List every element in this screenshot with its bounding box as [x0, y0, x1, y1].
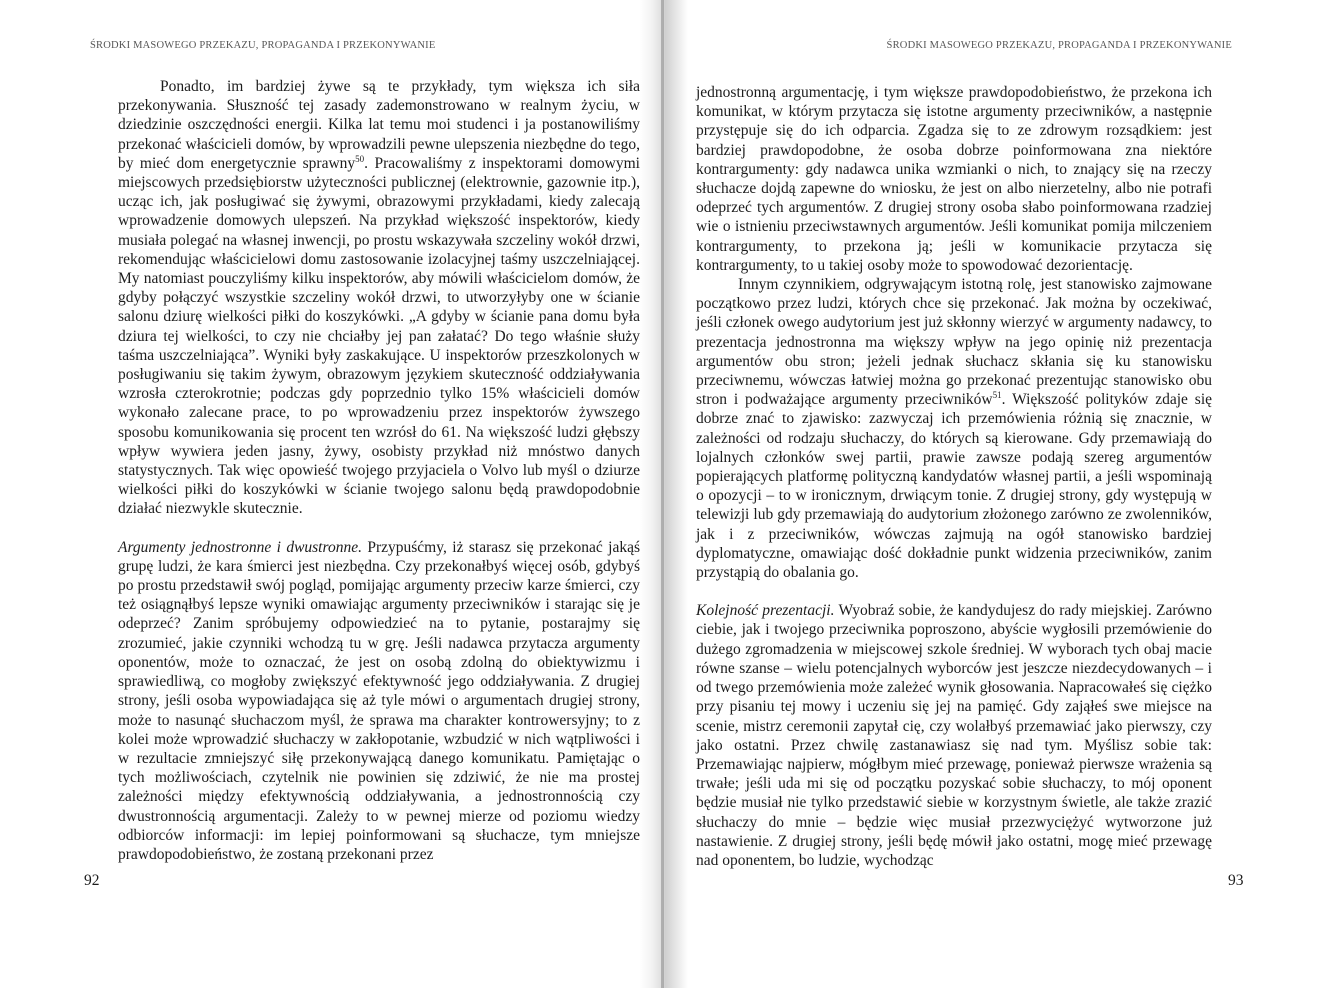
left-paragraph-1-cont: . Pracowaliśmy z inspektorami domowymi miejscowych przedsiębiorstw użyteczności publicznej (elektrownie, gazownie itp.), ucząc ich, jak posługiwać się żywymi, obrazowymi przykładami, kiedy zalecają wprowadzenie domowych ulepszeń. Na przykład większość inspektorów, kiedy musiała polegać na własnej inwencji, po prostu wskazywała szczeliny wokół drzwi, rekomendując właścicielowi domu zastosowanie izolacyjnej taśmy uszczelniającej. My natomiast pouczyliśmy kilku inspektorów, aby mówili właścicielom domów, że gdyby połączyć wszystkie szczeliny wokół drzwi, to utworzyłyby one w ścianie salonu dziurę wielkości piłki do koszykówki. „A gdyby w ścianie pana domu była dziura tej wielkości, to czy nie chciałby jej pan załatać? Do tego właśnie służy taśma uszczelniająca”. Wyniki były zaskakujące. U inspektorów przeszkolonych w posługiwaniu się takim żywym, obrazowym językiem skuteczność oddziaływania wzrosła czterokrotnie; podczas gdy poprzednio tylko 15% właścicieli domów wykonało zalecane prace, to po wprowadzeniu przez inspektorów żywszego sposobu komunikowania się procent ten wzrósł do 61. Na większość ludzi głębszy wpływ wywiera jeden jasny, żywy, osobisty przykład niż mnóstwo danych statystycznych. Tak więc opowieść twojego przyjaciela o Volvo lub myśl o dziurze wielkości piłki do koszykówki w ścianie twojego salonu będą prawdopodobnie działać niezwykle skutecznie.: [118, 154, 640, 518]
left-paragraph-1: [118, 77, 640, 519]
left-paragraph-1-text: Ponadto, im bardziej żywe są te przykłady, tym większa ich siła przekonywania. Słuszność tej zasady zademonstrowano w realnym życiu, w dziedzinie oszczędności energii. Kilka lat temu moi studenci i ja postanowiliśmy przekonać właścicieli domów, by wprowadzili pewne ulepszenia niezbędne do tego, by mieć dom energetycznie sprawny: [118, 78, 640, 172]
right-page-body: [696, 83, 1212, 870]
page-number-left: 92: [84, 872, 100, 889]
page-number-right: 93: [1228, 872, 1244, 889]
running-head-left: ŚRODKI MASOWEGO PRZEKAZU, PROPAGANDA I PRZEKONYWANIE: [90, 40, 436, 51]
footnote-marker-50: 50: [355, 153, 365, 164]
left-paragraph-2: [118, 538, 640, 864]
right-paragraph-3-text: Wyobraź sobie, że kandydujesz do rady miejskiej. Zarówno ciebie, jak i twojego przeciwnika poproszono, abyście wygłosili przemówienie do dużego zgromadzenia w miejscowej szkole średniej. W wyborach tych obaj macie równe szanse – wielu potencjalnych wyborców jest jeszcze niezdecydowanych – i od twego przemówienia może zależeć wynik głosowania. Napracowałeś się ciężko przy pisaniu tej mowy i uczeniu się jej na pamięć. Gdy zająłeś swe miejsce na scenie, mistrz ceremonii zapytał cię, czy wolałbyś przemawiać jako pierwszy, czy jako ostatni. Przez chwilę zastanawiasz się nad tym. Myślisz sobie tak: Przemawiając najpierw, mógłbym mieć przewagę, ponieważ pierwsze wrażenia są trwałe; jeśli uda mi się od początku pozyskać sobie słuchaczy, to mój oponent będzie musiał nie tylko przedstawić siebie w korzystnym świetle, ale także zrazić słuchaczy do mnie – będzie więc musiał przezwyciężyć wytworzone już nastawienie. Z drugiej strony, jeśli będę mówił jako ostatni, mogę mieć przewagę nad oponentem, bo ludzie, wychodząc: [696, 602, 1212, 869]
right-paragraph-3: [696, 601, 1212, 870]
right-paragraph-2: [696, 275, 1212, 582]
running-head-right: ŚRODKI MASOWEGO PRZEKAZU, PROPAGANDA I PRZEKONYWANIE: [886, 40, 1232, 51]
footnote-marker-51: 51: [992, 390, 1002, 401]
right-paragraph-2-cont: . Większość polityków zdaje się dobrze znać to zjawisko: zazwyczaj ich przemówienia różnią się znacznie, w zależności od rodzaju słuchaczy, do których są kierowane. Gdy przemawiają do lojalnych członków swej partii, prawie zawsze podają szereg argumentów popierających platformę polityczną kandydatów własnej partii, a jeśli wspominają o opozycji – to w ironicznym, drwiącym tonie. Z drugiej strony, gdy występują w telewizji lub gdy przemawiają do audytorium złożonego zarówno ze zwolenników, jak i z przeciwników, wówczas zajmują na ogół stanowisko bardziej dyplomatyczne, omawiając dość dokładnie punkt widzenia przeciwników, zanim przystąpią do obalania go.: [696, 391, 1212, 582]
section-title-order: Kolejność prezentacji.: [696, 602, 835, 620]
left-page-body: [118, 77, 640, 864]
left-paragraph-2-text: Przypuśćmy, iż starasz się przekonać jakąś grupę ludzi, że kara śmierci jest niezbędna. Czy przekonałbyś więcej osób, gdybyś po prostu przedstawił swój pogląd, pomijając argumenty przeciw karze śmierci, czy też osiągnąłbyś lepsze wyniki omawiając argumenty przeciwników i starając się je odeprzeć? Zanim spróbujemy odpowiedzieć na to pytanie, postarajmy się zrozumieć, jakie czynniki wchodzą tu w grę. Jeśli nadawca przytacza argumenty oponentów, może to oznaczać, że jest on osobą zdolną do obiektywizmu i sprawiedliwą, co mogłoby zwiększyć efektywność jego oddziaływania. Z drugiej strony, jeśli osoba wypowiadająca się aż tyle mówi o argumentach drugiej strony, może to nasunąć słuchaczom myśl, że sprawa ma charakter kontrowersyjny; to z kolei może wprowadzić słuchaczy w zakłopotanie, wzbudzić w nich wątpliwości i w rezultacie zmniejszyć siłę przekonywającą danego komunikatu. Pamiętając o tych możliwościach, czytelnik nie powinien się zdziwić, że nie ma prostej zależności między efektywnością oddziaływania, a jednostronnością czy dwustronnością argumentacji. Zależy to w pewnej mierze od poziomu wiedzy odbiorców informacji: im lepiej poinformowani są słuchacze, tym mniejsze prawdopodobieństwo, że zostaną przekonani przez: [118, 538, 640, 863]
right-paragraph-2-text: Innym czynnikiem, odgrywającym istotną rolę, jest stanowisko zajmowane początkowo przez ludzi, których chce się przekonać. Jak można by oczekiwać, jeśli członek owego audytorium jest już skłonny wierzyć w argumenty nadawcy, to prezentacja jednostronna ma większy wpływ na jego opinię niż prezentacja argumentów obu stron; jeżeli jednak słuchacz skłania się ku stanowisku przeciwnemu, wówczas łatwiej można go przekonać prezentując stanowisko obu stron i podważające argumenty przeciwników: [696, 276, 1212, 409]
right-page: [680, 0, 1338, 988]
left-page: [0, 0, 660, 988]
section-title-arguments: Argumenty jednostronne i dwustronne.: [118, 538, 362, 556]
right-paragraph-1: jednostronną argumentację, i tym większe prawdopodobieństwo, że przekona ich komunikat, w którym przytacza się istotne argumenty przeciwników, a następnie przystępuje się do ich odparcia. Zgadza się to ze zdrowym rozsądkiem: jest bardziej prawdopodobne, że osoba dobrze poinformowana zna niektóre kontrargumenty: gdy nadawca unika wzmianki o nich, to znający się na rzeczy słuchacze dojdą zapewne do wniosku, że jest on albo nierzetelny, albo nie potrafi odeprzeć tych argumentów. Z drugiej strony osoba słabo poinformowana rzadziej wie o istnieniu przeciwstawnych argumentów. Jeśli komunikat pomija milczeniem kontrargumenty, to przekona ją; jeśli w komunikacie przytacza się kontrargumenty, to u takiej osoby może to spowodować dezorientację.: [696, 84, 1212, 274]
